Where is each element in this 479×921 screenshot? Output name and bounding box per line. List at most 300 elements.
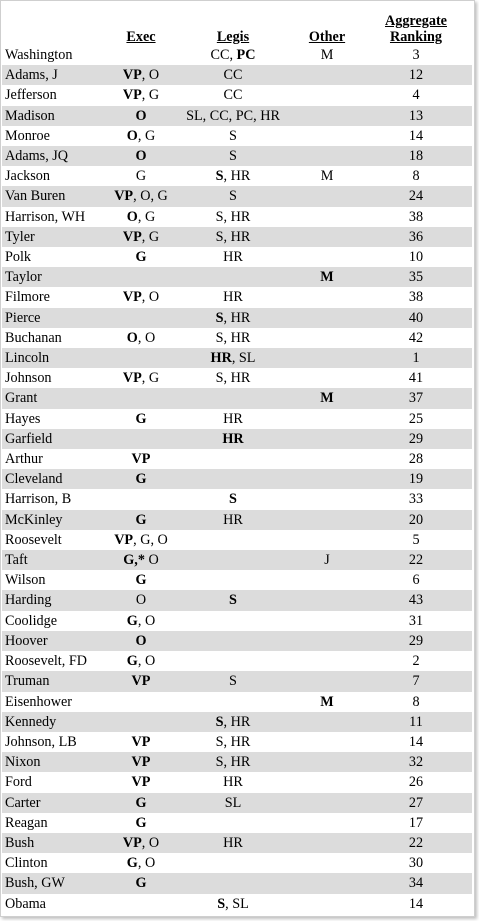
president-name: Roosevelt, FD <box>5 653 87 670</box>
cell-segment: O <box>144 552 159 569</box>
legis-cell <box>172 227 294 247</box>
aggregate-ranking: 8 <box>412 693 420 710</box>
other-cell <box>294 126 360 146</box>
legis-cell <box>172 712 294 732</box>
cell-segment: S <box>229 188 237 205</box>
aggregate-ranking: 28 <box>408 451 424 468</box>
cell-segment: SL, CC, PC, HR <box>186 107 280 124</box>
legis-cell <box>172 247 294 267</box>
president-name: Coolidge <box>5 612 58 629</box>
legis-cell <box>172 489 294 509</box>
aggregate-ranking: 12 <box>408 67 424 84</box>
cell-segment: VP <box>131 673 151 690</box>
cell-segment: , SL <box>231 350 256 367</box>
other-cell <box>294 45 360 65</box>
president-name: Van Buren <box>5 188 66 205</box>
table-row <box>2 247 472 267</box>
table-row <box>2 772 472 792</box>
table-row <box>2 227 472 247</box>
other-cell <box>294 449 360 469</box>
legis-cell <box>172 409 294 429</box>
table-row <box>2 45 472 65</box>
other-cell <box>294 570 360 590</box>
cell-segment: S, HR <box>215 733 251 750</box>
legis-cell <box>172 207 294 227</box>
legis-cell <box>172 530 294 550</box>
cell-segment: S <box>215 168 224 185</box>
table-row <box>2 388 472 408</box>
legis-cell <box>172 732 294 752</box>
legis-cell <box>172 894 294 914</box>
president-name: Bush <box>5 834 35 851</box>
aggregate-ranking: 2 <box>412 653 420 670</box>
cell-segment: M <box>320 168 334 185</box>
aggregate-ranking: 1 <box>412 350 420 367</box>
president-name: Garfield <box>5 430 53 447</box>
aggregate-ranking: 7 <box>412 673 420 690</box>
table-row <box>2 126 472 146</box>
table-row <box>2 611 472 631</box>
president-name: Jefferson <box>5 87 57 104</box>
exec-cell <box>110 65 172 85</box>
legis-cell <box>172 429 294 449</box>
cell-segment: O <box>135 148 147 165</box>
cell-segment: J <box>324 552 330 569</box>
cell-segment: , G <box>137 127 156 144</box>
cell-segment: M <box>320 47 334 63</box>
president-name: Ford <box>5 774 32 791</box>
other-cell <box>294 813 360 833</box>
president-name: Harrison, WH <box>5 208 86 225</box>
exec-cell <box>110 489 172 509</box>
cell-segment: S <box>215 713 224 730</box>
table-row <box>2 186 472 206</box>
table-row <box>2 631 472 651</box>
aggregate-ranking: 11 <box>409 713 423 730</box>
table-row <box>2 813 472 833</box>
president-name: Cleveland <box>5 471 63 488</box>
other-cell <box>294 671 360 691</box>
aggregate-ranking: 17 <box>408 814 424 831</box>
exec-cell <box>110 287 172 307</box>
cell-segment: , G <box>141 370 160 387</box>
table-row <box>2 853 472 873</box>
aggregate-ranking: 27 <box>408 794 424 811</box>
cell-segment: G <box>126 612 138 629</box>
other-cell <box>294 631 360 651</box>
table-row <box>2 85 472 105</box>
cell-segment: HR <box>223 834 243 851</box>
exec-cell <box>110 550 172 570</box>
president-name: Buchanan <box>5 329 62 346</box>
cell-segment: HR <box>223 410 243 427</box>
exec-cell <box>110 469 172 489</box>
table-row <box>2 348 472 368</box>
cell-segment: , G, O <box>133 531 168 548</box>
aggregate-ranking: 26 <box>408 774 424 791</box>
table-row <box>2 166 472 186</box>
exec-cell <box>110 429 172 449</box>
header-name <box>2 5 110 45</box>
cell-segment: , O <box>141 834 160 851</box>
other-cell <box>294 469 360 489</box>
cell-segment: HR <box>223 249 243 266</box>
cell-segment: G <box>135 410 147 427</box>
other-cell <box>294 692 360 712</box>
other-cell <box>294 227 360 247</box>
exec-cell <box>110 793 172 813</box>
president-name: Jackson <box>5 168 50 185</box>
president-name: Eisenhower <box>5 693 72 710</box>
legis-cell <box>172 692 294 712</box>
table-body <box>2 45 472 914</box>
other-cell <box>294 328 360 348</box>
president-name: Madison <box>5 107 55 124</box>
cell-segment: VP <box>122 87 142 104</box>
header-ranking <box>360 5 472 45</box>
aggregate-ranking: 18 <box>408 148 424 165</box>
aggregate-ranking: 37 <box>408 390 424 407</box>
president-name: Taylor <box>5 269 42 286</box>
exec-cell <box>110 146 172 166</box>
legis-cell <box>172 449 294 469</box>
aggregate-ranking: 38 <box>408 208 424 225</box>
aggregate-ranking: 22 <box>408 552 424 569</box>
president-name: Truman <box>5 673 50 690</box>
aggregate-ranking: 33 <box>408 491 424 508</box>
legis-cell <box>172 388 294 408</box>
other-cell <box>294 65 360 85</box>
other-cell <box>294 146 360 166</box>
exec-cell <box>110 45 172 65</box>
cell-segment: VP <box>114 188 134 205</box>
other-cell <box>294 186 360 206</box>
legis-cell <box>172 873 294 893</box>
table-row <box>2 833 472 853</box>
other-cell <box>294 793 360 813</box>
other-cell <box>294 166 360 186</box>
president-name: Carter <box>5 794 41 811</box>
legis-cell <box>172 469 294 489</box>
cell-segment: M <box>320 693 334 710</box>
aggregate-ranking: 6 <box>412 572 420 589</box>
legis-cell <box>172 772 294 792</box>
table-row <box>2 328 472 348</box>
president-name: Nixon <box>5 754 41 771</box>
cell-segment: , SL <box>225 895 249 912</box>
table-row <box>2 308 472 328</box>
cell-segment: , G <box>141 87 160 104</box>
exec-cell <box>110 510 172 530</box>
legis-cell <box>172 671 294 691</box>
exec-cell <box>110 227 172 247</box>
cell-segment: G <box>126 653 138 670</box>
other-cell <box>294 510 360 530</box>
aggregate-ranking: 43 <box>408 592 424 609</box>
president-name: Obama <box>5 895 46 912</box>
table-row <box>2 793 472 813</box>
cell-segment: HR <box>222 430 244 447</box>
cell-segment: G <box>135 249 147 266</box>
aggregate-ranking: 14 <box>408 895 424 912</box>
president-name: Adams, JQ <box>5 148 69 165</box>
aggregate-ranking: 30 <box>408 855 424 872</box>
cell-segment: S, HR <box>215 329 251 346</box>
president-name: Johnson, LB <box>5 733 77 750</box>
other-cell <box>294 106 360 126</box>
cell-segment: SL <box>224 794 242 811</box>
legis-cell <box>172 853 294 873</box>
other-cell <box>294 308 360 328</box>
aggregate-ranking: 34 <box>408 875 424 892</box>
cell-segment: , O, G <box>133 188 168 205</box>
table-row <box>2 489 472 509</box>
exec-cell <box>110 651 172 671</box>
other-cell <box>294 207 360 227</box>
exec-cell <box>110 106 172 126</box>
cell-segment: S, HR <box>215 370 251 387</box>
other-cell <box>294 247 360 267</box>
aggregate-ranking: 29 <box>408 632 424 649</box>
legis-cell <box>172 267 294 287</box>
other-cell <box>294 550 360 570</box>
cell-segment: S <box>229 592 237 609</box>
president-name: Polk <box>5 249 32 266</box>
legis-cell <box>172 368 294 388</box>
other-cell <box>294 85 360 105</box>
legis-cell <box>172 631 294 651</box>
cell-segment: , G <box>137 208 156 225</box>
table-row <box>2 207 472 227</box>
president-name: Kennedy <box>5 713 57 730</box>
other-cell <box>294 752 360 772</box>
exec-cell <box>110 813 172 833</box>
legis-cell <box>172 550 294 570</box>
other-cell <box>294 409 360 429</box>
aggregate-ranking: 31 <box>408 612 424 629</box>
table-row <box>2 692 472 712</box>
table-row <box>2 752 472 772</box>
legis-cell <box>172 833 294 853</box>
president-name: Lincoln <box>5 350 50 367</box>
cell-segment: , <box>229 47 237 63</box>
cell-segment: G <box>135 572 147 589</box>
cell-segment: G <box>135 471 147 488</box>
cell-segment: HR <box>210 350 232 367</box>
cell-segment: M <box>320 269 334 286</box>
legis-cell <box>172 328 294 348</box>
president-name: Harding <box>5 592 52 609</box>
table-row <box>2 449 472 469</box>
table-row <box>2 106 472 126</box>
other-cell <box>294 772 360 792</box>
cell-segment: , O <box>141 67 160 84</box>
other-cell <box>294 348 360 368</box>
other-cell <box>294 368 360 388</box>
aggregate-ranking: 19 <box>408 471 424 488</box>
president-name: Filmore <box>5 289 50 306</box>
cell-segment: , O <box>137 653 156 670</box>
president-name: Hoover <box>5 632 48 649</box>
exec-cell <box>110 752 172 772</box>
other-cell <box>294 651 360 671</box>
cell-segment: CC <box>223 87 243 104</box>
exec-cell <box>110 833 172 853</box>
other-cell <box>294 530 360 550</box>
cell-segment: O <box>135 592 147 609</box>
aggregate-ranking: 41 <box>408 370 424 387</box>
table-row <box>2 267 472 287</box>
legis-cell <box>172 186 294 206</box>
table-row <box>2 894 472 914</box>
other-cell <box>294 287 360 307</box>
header-ranking-line2: Ranking <box>389 29 443 45</box>
table-row <box>2 510 472 530</box>
header-row <box>2 5 472 45</box>
cell-segment: G <box>135 168 147 185</box>
presidents-table <box>2 5 472 914</box>
exec-cell <box>110 247 172 267</box>
cell-segment: VP <box>131 754 151 771</box>
exec-cell <box>110 126 172 146</box>
cell-segment: , O <box>137 612 156 629</box>
exec-cell <box>110 772 172 792</box>
cell-segment: VP <box>131 774 151 791</box>
other-cell <box>294 388 360 408</box>
president-name: Arthur <box>5 451 43 468</box>
legis-cell <box>172 752 294 772</box>
other-cell <box>294 611 360 631</box>
legis-cell <box>172 510 294 530</box>
cell-segment: O <box>126 329 138 346</box>
cell-segment: , HR <box>223 713 251 730</box>
other-cell <box>294 712 360 732</box>
cell-segment: S, HR <box>215 208 251 225</box>
exec-cell <box>110 186 172 206</box>
cell-segment: HR <box>223 511 243 528</box>
aggregate-ranking: 38 <box>408 289 424 306</box>
table-row <box>2 287 472 307</box>
exec-cell <box>110 873 172 893</box>
aggregate-ranking: 10 <box>408 249 424 266</box>
table-row <box>2 550 472 570</box>
cell-segment: CC <box>223 67 243 84</box>
legis-cell <box>172 813 294 833</box>
president-name: Wilson <box>5 572 46 589</box>
aggregate-ranking: 20 <box>408 511 424 528</box>
cell-segment: G,* <box>123 552 145 569</box>
table-row <box>2 732 472 752</box>
aggregate-ranking: 29 <box>408 430 424 447</box>
legis-cell <box>172 287 294 307</box>
cell-segment: O <box>135 632 147 649</box>
president-name: McKinley <box>5 511 63 528</box>
exec-cell <box>110 631 172 651</box>
aggregate-ranking: 14 <box>408 733 424 750</box>
cell-segment: CC <box>210 47 230 63</box>
president-name: Monroe <box>5 127 50 144</box>
president-name: Grant <box>5 390 38 407</box>
other-cell <box>294 267 360 287</box>
aggregate-ranking: 8 <box>412 168 420 185</box>
exec-cell <box>110 712 172 732</box>
president-name: Hayes <box>5 410 41 427</box>
table-row <box>2 409 472 429</box>
other-cell <box>294 894 360 914</box>
president-name: Tyler <box>5 228 35 245</box>
cell-segment: VP <box>131 451 151 468</box>
cell-segment: S <box>217 895 226 912</box>
cell-segment: HR <box>223 289 243 306</box>
aggregate-ranking: 32 <box>408 754 424 771</box>
legis-cell <box>172 166 294 186</box>
table-row <box>2 590 472 610</box>
exec-cell <box>110 308 172 328</box>
cell-segment: VP <box>122 289 142 306</box>
aggregate-ranking: 4 <box>412 87 420 104</box>
cell-segment: , O <box>137 329 156 346</box>
cell-segment: G <box>135 814 147 831</box>
cell-segment: G <box>135 875 147 892</box>
header-ranking-line1: Aggregate <box>385 13 447 29</box>
cell-segment: O <box>135 107 147 124</box>
cell-segment: S <box>229 148 237 165</box>
cell-segment: O <box>126 208 138 225</box>
header-legis: Legis <box>216 29 250 45</box>
president-name: Washington <box>5 47 73 63</box>
exec-cell <box>110 449 172 469</box>
table-row <box>2 671 472 691</box>
cell-segment: VP <box>131 733 151 750</box>
exec-cell <box>110 732 172 752</box>
president-name: Pierce <box>5 309 41 326</box>
president-name: Bush, GW <box>5 875 65 892</box>
table-row <box>2 65 472 85</box>
aggregate-ranking: 35 <box>408 269 424 286</box>
exec-cell <box>110 388 172 408</box>
table-row <box>2 651 472 671</box>
table-row <box>2 873 472 893</box>
exec-cell <box>110 267 172 287</box>
table-row <box>2 368 472 388</box>
cell-segment: , HR <box>223 309 251 326</box>
exec-cell <box>110 590 172 610</box>
other-cell <box>294 590 360 610</box>
exec-cell <box>110 328 172 348</box>
aggregate-ranking: 22 <box>408 834 424 851</box>
legis-cell <box>172 126 294 146</box>
header-exec: Exec <box>126 29 156 45</box>
cell-segment: VP <box>122 228 142 245</box>
legis-cell <box>172 793 294 813</box>
exec-cell <box>110 671 172 691</box>
table-row <box>2 469 472 489</box>
exec-cell <box>110 368 172 388</box>
cell-segment: VP <box>122 834 142 851</box>
cell-segment: , G <box>141 228 160 245</box>
aggregate-ranking: 25 <box>408 410 424 427</box>
exec-cell <box>110 166 172 186</box>
president-name: Clinton <box>5 855 48 872</box>
cell-segment: G <box>135 794 147 811</box>
president-name: Johnson <box>5 370 52 387</box>
exec-cell <box>110 85 172 105</box>
cell-segment: , O <box>141 289 160 306</box>
cell-segment: PC <box>236 47 256 63</box>
exec-cell <box>110 611 172 631</box>
president-name: Reagan <box>5 814 48 831</box>
cell-segment: HR <box>223 774 243 791</box>
